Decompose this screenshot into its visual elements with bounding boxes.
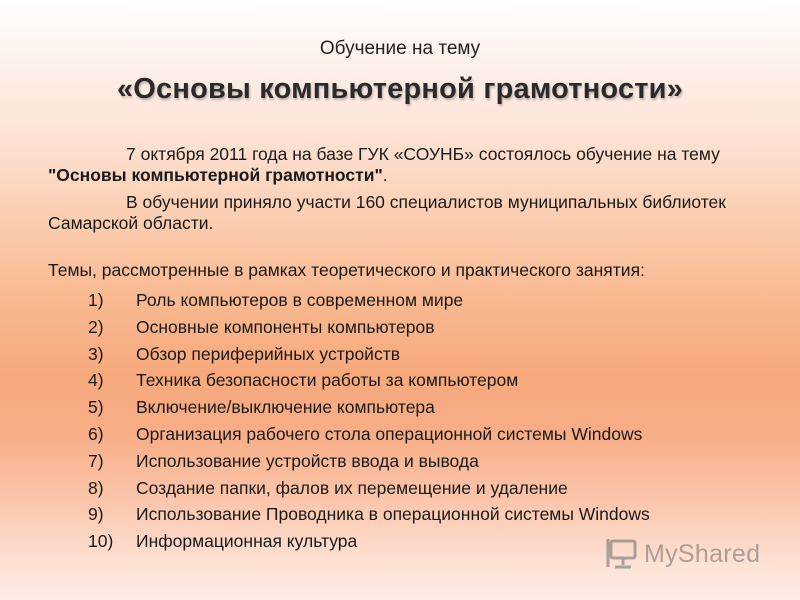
topic-text: Информационная культура (136, 531, 358, 552)
topic-number: 1) (88, 290, 104, 310)
topics-list (88, 287, 650, 555)
topic-item (88, 367, 650, 394)
topic-item (88, 475, 650, 502)
paragraph-participants (48, 192, 768, 234)
topic-number: 9) (88, 504, 104, 525)
topic-number: 8) (88, 477, 104, 498)
slide-title: «Основы компьютерной грамотности» (116, 73, 684, 105)
topic-number: 5) (88, 397, 104, 418)
topic-item (88, 314, 650, 341)
topic-item (88, 421, 650, 448)
topic-text: Включение/выключение компьютера (136, 397, 435, 418)
topic-text: Создание папки, фалов их перемещение и удаление (136, 477, 568, 498)
topic-item (88, 528, 650, 555)
slide-subtitle: Обучение на тему (319, 38, 481, 59)
paragraph-event-topic: "Основы компьютерной грамотности" (48, 165, 383, 185)
topic-text: Использование Проводника в операционной системы Windows (136, 504, 650, 525)
topic-number: 2) (88, 316, 104, 337)
topic-number: 6) (88, 423, 104, 444)
topic-number: 7) (88, 450, 104, 471)
watermark-text: MyShared (644, 539, 761, 568)
topic-number: 3) (88, 343, 104, 364)
topic-item (88, 501, 650, 528)
topics-heading: Темы, рассмотренные в рамках теоретического и практического занятия: (48, 260, 645, 280)
topic-item (88, 341, 650, 368)
topic-text: Роль компьютеров в современном мире (136, 290, 464, 310)
topic-text: Основные компоненты компьютеров (136, 316, 435, 337)
paragraph-event-text: 7 октября 2011 года на базе ГУК «СОУНБ» состоялось обучение на тему (126, 144, 720, 164)
presentation-screen-icon (606, 537, 640, 571)
topic-text: Обзор периферийных устройств (136, 343, 401, 364)
topic-text: Организация рабочего стола операционной системы Windows (136, 423, 643, 444)
topic-text: Использование устройств ввода и вывода (136, 450, 479, 471)
topic-item (88, 394, 650, 421)
topic-number: 10) (88, 531, 114, 552)
topic-text: Техника безопасности работы за компьютером (136, 370, 519, 391)
paragraph-event-info (48, 144, 768, 186)
paragraph-participants-text: В обучении приняло участи 160 специалистов муниципальных библиотек Самарской области. (48, 192, 726, 233)
topic-number: 4) (88, 370, 104, 391)
topic-item (88, 448, 650, 475)
watermark (606, 536, 760, 572)
topic-item (88, 287, 650, 314)
paragraph-event-end: . (382, 165, 388, 185)
